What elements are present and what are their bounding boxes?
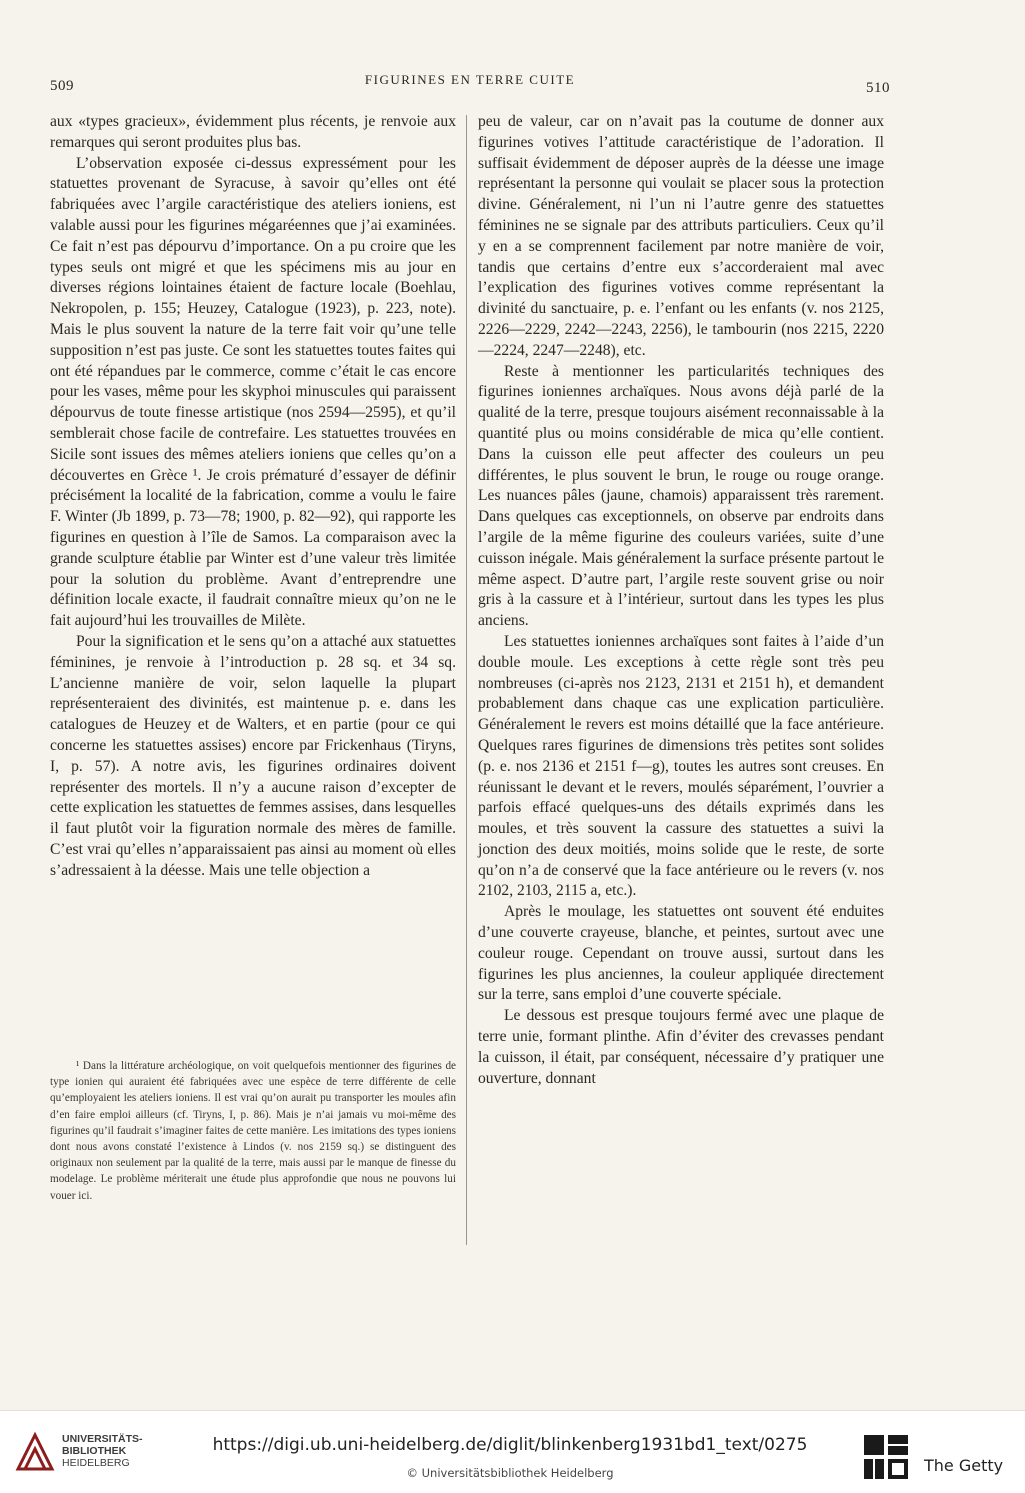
paragraph: L’observation exposée ci-dessus expressément pour les statuettes provenant de Syracuse, à savoir qu’elles ont été fabriquées avec l’argile caractéristique des ateliers ioniens, est valable aussi pour les figurines mégaréennes que j’ai examinées. Ce fait n’est pas dépourvu d’importance. On a pu croire que les types seuls ont migré et que les spécimens mis au jour en diverses régions lointaines étaient de facture locale (Boehlau, Nekropolen, p. 155; Heuzey, Catalogue (1923), p. 223, note). Mais le plus souvent la nature de la terre fait voir qu’une telle supposition n’est pas juste. Ce sont les statuettes toutes faites qui ont été répandues par le commerce, comme c’était le cas encore pour les vases, même pour les skyphoi minuscules qui paraissent dépourvus de toute finesse artistique (nos 2594—2595), et qu’il semblerait chose facile de contrefaire. Les statuettes trouvées en Sicile sont issues des mêmes ateliers ioniens que celles qu’on a découvertes en Grèce ¹. Je crois prématuré d’essayer de définir précisément la localité de la fabrication, comme a voulu le faire F. Winter (Jb 1899, p. 73—78; 1900, p. 82—92), qui rapporte les figurines en question à l’île de Samos. La comparaison avec la grande sculpture établie par Winter est d’une valeur très limitée pour la solution du problème. Avant d’entreprendre une définition locale exacte, il faudrait connaître mieux qu’on ne le fait aujourd’hui les trouvailles de Milète.	[50, 154, 456, 630]
university-library-logo-icon	[12, 1429, 58, 1475]
page-number-right: 510	[866, 80, 890, 96]
getty-label: The Getty	[924, 1456, 1004, 1475]
right-column	[478, 112, 884, 1089]
running-head	[50, 70, 890, 96]
page-number-left: 509	[50, 78, 74, 94]
paragraph: peu de valeur, car on n’avait pas la coutume de donner aux figurines votives l’attitude caractéristique de l’adoration. Il suffisait évidemment de déposer auprès de la déesse une image représentant la personne qui voulait se placer sous la protection divine. Généralement, ni l’un ni l’autre genre des statuettes féminines ne se signale par des attributs particuliers. Ceux qu’il y en a se comprennent facilement par notre manière de voir, tandis que certains d’entre eux s’accorderaient mal avec l’explication des figurines votives comme représentant la divinité du sanctuaire, p. e. l’enfant ou les enfants (v. nos 2125, 2226—2229, 2242—2243, 2256), le tambourin (nos 2215, 2220—2224, 2247—2248), etc.	[478, 113, 884, 359]
paragraph: Reste à mentionner les particularités techniques des figurines ioniennes archaïques. Nous avons déjà parlé de la qualité de la terre, presque toujours aisément reconnaissable à la quantité plus ou moins considérable de mica qu’elle contient. Dans la cuisson elle peut affecter des couleurs un peu différentes, le plus souvent le brun, le rouge ou rouge orange. Les nuances pâles (jaune, chamois) apparaissent très rarement. Dans quelques cas exceptionnels, on observe par endroits dans l’argile de la même figurine des couleurs variées, suite d’une cuisson inégale. Mais généralement la surface présente partout le même aspect. D’autre part, l’argile reste souvent grise ou noir gris à la cassure et à l’intérieur, surtout dans les types les plus anciens.	[478, 362, 884, 630]
column-divider	[466, 115, 467, 1245]
left-column	[50, 112, 456, 881]
footnote: ¹ Dans la littérature archéologique, on voit quelquefois mentionner des figurines de type ionien qui auraient été fabriquées avec une espèce de terre différente de celle qu’employaient les ateliers ioniens. Il est vrai qu’on aurait pu transporter les moules afin d’en faire emploi ailleurs (cf. Tiryns, I, p. 86). Mais je n’ai jamais vu moi-même des figurines qu’il faudrait s’imaginer faites de cette manière. Les imitations des types ioniens dont nous avons constaté l’existence à Lindos (v. nos 2159 sq.) se distinguent des originaux non seulement par la qualité de la terre, mais aussi par le manque de finesse du modelage. Le problème mériterait une étude plus approfondie que nous ne pouvons lui vouer ici.	[50, 1060, 456, 1202]
permalink-url[interactable]: https://digi.ub.uni-heidelberg.de/diglit/blinkenberg1931bd1_text/0275	[212, 1435, 808, 1455]
paragraph: Après le moulage, les statuettes ont souvent été enduites d’une couverte crayeuse, blanche, et peintes, surtout avec une couleur rouge. Cependant on trouve aussi, surtout dans les figurines les plus anciennes, la couleur appliquée directement sur la terre, sans emploi d’une couverte spéciale.	[478, 903, 884, 1004]
paragraph: aux «types gracieux», évidemment plus récents, je renvoie aux remarques qui seront produites plus bas.	[50, 113, 456, 151]
viewer-footer	[0, 1410, 1025, 1493]
library-name: UNIVERSITÄTS- BIBLIOTHEK HEIDELBERG	[62, 1433, 143, 1469]
copyright-notice: © Universitätsbibliothek Heidelberg	[406, 1466, 614, 1480]
running-title: FIGURINES EN TERRE CUITE	[364, 72, 576, 87]
paragraph: Les statuettes ioniennes archaïques sont faites à l’aide d’un double moule. Les exceptions à cette règle sont très peu nombreuses (ci-après nos 2123, 2131 et 2151 h), et demandent probablement dans chaque cas une explication particulière. Généralement le revers est moins détaillé que la face antérieure. Quelques rares figurines de dimensions très petites sont solides (p. e. nos 2136 et 2151 f—g), toutes les autres sont creuses. En réunissant le devant et le revers, moulés séparément, l’ouvrier a parfois effacé quelques-uns des détails exprimés dans les moules, et très souvent la cassure des statuettes a suivi la jonction des deux moitiés, moins solide que le reste, de sorte qu’on n’a de conservé que la face antérieure ou le revers (v. nos 2102, 2103, 2115 a, etc.).	[478, 632, 884, 900]
paragraph: Pour la signification et le sens qu’on a attaché aux statuettes féminines, je renvoie à l’introduction p. 28 sq. et 34 sq. L’ancienne manière de voir, selon laquelle la plupart représenteraient des divinités, est maintenue p. e. dans les catalogues de Heuzey et de Walters, et en partie (pour ce qui concerne les statuettes assises) encore par Frickenhaus (Tiryns, I, p. 57). A notre avis, les figurines ordinaires doivent représenter des mortels. Il n’y a aucune raison d’excepter de cette explication les statuettes de femmes assises, dans lesquelles il faut plutôt voir la figuration normale des mères de famille. C’est vrai qu’elles n’apparaissaient pas ainsi au moment où elles s’adressaient à la déesse. Mais une telle objection a	[50, 632, 456, 879]
footnotes	[50, 1058, 456, 1204]
paragraph: Le dessous est presque toujours fermé avec une plaque de terre unie, formant plinthe. Afin d’éviter des crevasses pendant la cuisson, il était, par conséquent, nécessaire d’y pratiquer une ouverture, donnant	[478, 1007, 884, 1087]
getty-logo-icon	[862, 1433, 910, 1481]
